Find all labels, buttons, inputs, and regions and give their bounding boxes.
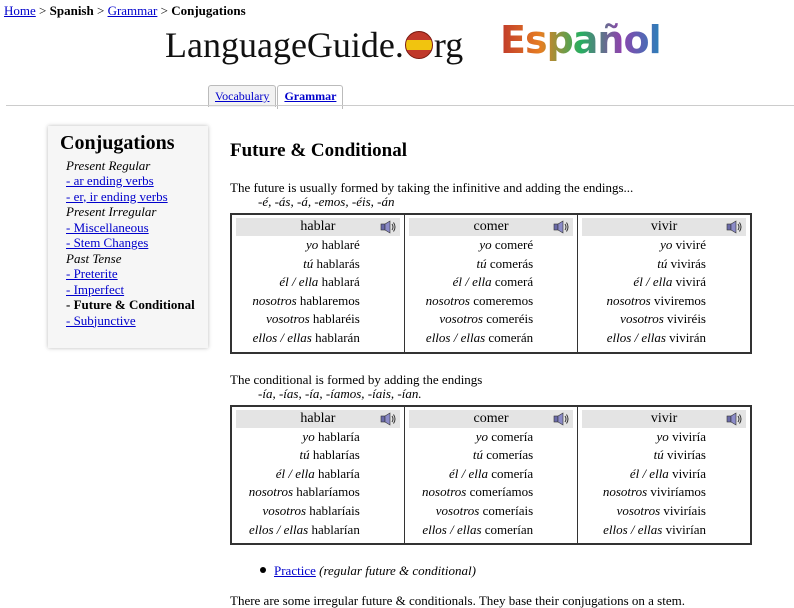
verb-form: comerán (488, 329, 534, 345)
verb-header (236, 218, 400, 236)
pronoun: él / ella (452, 274, 492, 290)
conjugation-row (409, 310, 573, 329)
sidebar-link[interactable]: - Subjunctive (66, 312, 136, 328)
verb-form: viviríamos (650, 484, 706, 500)
verb-header (582, 218, 746, 236)
pronoun: yo (660, 237, 673, 252)
pronoun: vosotros (435, 502, 480, 518)
conjugation-row (582, 502, 746, 521)
conjugation-row (582, 483, 746, 502)
pronoun: ellos / ellas (252, 329, 312, 345)
verb-form: vivirán (669, 329, 706, 345)
conjugation-row (236, 329, 400, 348)
sidebar-link[interactable]: - Miscellaneous (66, 219, 149, 235)
conjugation-row (582, 236, 746, 255)
pronoun: vosotros (266, 311, 310, 327)
conjugation-row (236, 428, 400, 447)
sidebar-item (60, 220, 196, 236)
verb-form: comerá (494, 274, 534, 290)
sidebar-link[interactable]: - er, ir ending verbs (66, 188, 168, 204)
pronoun: él / ella (629, 465, 669, 481)
page-title: Future & Conditional (230, 140, 408, 161)
verb-column (578, 214, 751, 353)
verb-form: hablaré (321, 237, 360, 252)
sidebar-title: Conjugations (60, 132, 175, 154)
verb-column (578, 406, 751, 545)
conjugation-row (409, 502, 573, 521)
verb-form: comerías (486, 447, 534, 463)
verb-infinitive: vivir (650, 410, 678, 426)
verb-infinitive: vivir (650, 219, 678, 234)
practice-note: (regular future & conditional) (319, 563, 476, 579)
verb-column (231, 406, 404, 545)
conjugation-row (409, 292, 573, 311)
verb-form: comeré (494, 237, 534, 252)
pronoun: yo (479, 237, 492, 252)
pronoun: él / ella (633, 274, 673, 290)
pronoun: ellos / ellas (606, 329, 666, 345)
sidebar-section-heading: Present Irregular (66, 204, 157, 219)
pronoun: tú (653, 447, 664, 463)
verb-form: comerían (484, 521, 534, 537)
breadcrumb (4, 3, 246, 19)
sidebar-link[interactable]: - Preterite (66, 266, 118, 281)
conjugation-row (409, 446, 573, 465)
sidebar-item (60, 313, 196, 329)
conjugation-row (582, 292, 746, 311)
bullet-icon (260, 567, 266, 573)
conjugation-row (582, 446, 746, 465)
breadcrumb-separator: > (39, 3, 47, 18)
breadcrumb-current: Conjugations (171, 3, 246, 18)
conjugation-row (409, 236, 573, 255)
pronoun: ellos / ellas (422, 521, 482, 537)
verb-form: viviremos (654, 292, 706, 308)
irregular-note: There are some irregular future & conditionals. They base their conjugations on a stem. (230, 593, 685, 608)
logo-text-suffix: rg (433, 25, 464, 65)
verb-form: hablarás (316, 255, 360, 271)
conjugation-row (236, 236, 400, 255)
pronoun: vosotros (616, 502, 661, 518)
verb-infinitive: hablar (300, 410, 336, 426)
sidebar-menu (60, 158, 196, 329)
sidebar-item (60, 282, 196, 298)
future-table (230, 213, 752, 354)
conjugation-row (409, 483, 573, 502)
verb-form: hablaríais (309, 502, 360, 518)
breadcrumb-grammar-link[interactable]: Grammar (107, 3, 158, 18)
conjugation-row (409, 255, 573, 274)
verb-form: viviré (675, 237, 706, 252)
practice-link[interactable]: Practice (274, 563, 316, 579)
pronoun: vosotros (262, 502, 307, 518)
pronoun: nosotros (606, 292, 651, 308)
verb-header (236, 410, 400, 428)
conjugation-row (409, 521, 573, 540)
sidebar-item (60, 173, 196, 189)
verb-form: hablaríamos (296, 484, 360, 500)
verb-form: hablaremos (299, 292, 360, 308)
verb-form: vivirían (665, 521, 706, 537)
pronoun: nosotros (252, 292, 297, 308)
pronoun: ellos / ellas (603, 521, 663, 537)
sidebar-section-heading: Past Tense (66, 250, 122, 266)
pronoun: yo (656, 428, 669, 444)
header-divider (6, 105, 794, 106)
verb-column (404, 406, 577, 545)
verb-form: comeréis (486, 311, 534, 327)
verb-form: vivirá (675, 274, 706, 290)
practice-item (260, 563, 760, 579)
pronoun: yo (475, 428, 489, 444)
verb-form: hablará (321, 274, 360, 290)
verb-form: viviréis (667, 311, 706, 327)
future-intro: The future is usually formed by taking the infinitive and adding the endings... (230, 180, 634, 195)
sidebar (48, 126, 208, 348)
verb-form: hablaría (317, 465, 360, 481)
verb-infinitive: hablar (300, 219, 336, 234)
pronoun: tú (299, 447, 310, 463)
conjugation-row (236, 502, 400, 521)
future-endings: -é, -ás, -á, -emos, -éis, -án (258, 194, 395, 209)
verb-form: comeremos (473, 292, 534, 308)
conditional-table (230, 405, 752, 546)
sidebar-item-current: - Future & Conditional (66, 297, 195, 312)
pronoun: tú (472, 447, 483, 463)
verb-form: comeríais (482, 502, 534, 518)
conditional-intro: The conditional is formed by adding the endings (230, 371, 483, 387)
pronoun: yo (302, 428, 315, 444)
verb-column (231, 214, 404, 353)
conjugation-row (236, 255, 400, 274)
conjugation-row (236, 521, 400, 540)
verb-column (404, 214, 577, 353)
pronoun: nosotros (422, 484, 467, 500)
sidebar-item (60, 235, 196, 251)
verb-header (409, 410, 573, 428)
pronoun: tú (476, 255, 487, 271)
verb-form: hablarían (311, 521, 360, 537)
speaker-icon[interactable] (553, 220, 569, 234)
espanol-banner: Español (500, 18, 661, 62)
breadcrumb-home-link[interactable]: Home (4, 3, 36, 18)
conjugation-row (236, 273, 400, 292)
speaker-icon[interactable] (380, 220, 396, 234)
verb-header (582, 410, 746, 428)
pronoun: ellos / ellas (425, 329, 486, 345)
verb-form: hablarán (315, 329, 360, 345)
speaker-icon[interactable] (726, 412, 742, 426)
verb-form: vivirías (667, 447, 706, 463)
verb-infinitive: comer (473, 219, 509, 234)
sidebar-link[interactable]: - Stem Changes (66, 235, 149, 250)
verb-form: viviríais (663, 502, 706, 518)
conjugation-row (236, 310, 400, 329)
conjugation-row (409, 428, 573, 447)
verb-form: comería (491, 465, 534, 481)
pronoun: nosotros (602, 484, 648, 500)
speaker-icon[interactable] (380, 412, 396, 426)
pronoun: yo (306, 237, 319, 252)
sidebar-item (60, 189, 196, 205)
site-logo[interactable] (165, 24, 463, 66)
flag-ball-icon (405, 31, 433, 59)
pronoun: él / ella (275, 465, 315, 481)
verb-form: hablarías (312, 447, 360, 463)
verb-form: vivirás (670, 255, 706, 271)
pronoun: nosotros (425, 292, 470, 308)
conjugation-row (409, 329, 573, 348)
conjugation-row (582, 521, 746, 540)
sidebar-link[interactable]: - ar ending verbs (66, 173, 154, 188)
pronoun: tú (657, 255, 668, 271)
conjugation-row (236, 483, 400, 502)
verb-form: hablaréis (312, 311, 360, 327)
pronoun: nosotros (248, 484, 294, 500)
speaker-icon[interactable] (553, 412, 569, 426)
verb-form: comerás (489, 255, 534, 271)
conjugation-row (236, 292, 400, 311)
verb-form: hablaría (317, 428, 360, 444)
verb-form: comería (491, 428, 534, 444)
pronoun: él / ella (449, 465, 489, 481)
conjugation-row (409, 465, 573, 484)
verb-header (409, 218, 573, 236)
tab-grammar[interactable]: Grammar (277, 85, 343, 109)
pronoun: tú (303, 255, 314, 271)
verb-form: comeríamos (469, 484, 534, 500)
conjugation-row (582, 465, 746, 484)
conjugation-row (582, 255, 746, 274)
conjugation-row (582, 428, 746, 447)
breadcrumb-separator: > (96, 3, 105, 18)
conditional-endings: -ía, -ías, -ía, -íamos, -íais, -ían. (258, 385, 422, 401)
verb-form: viviría (672, 428, 706, 444)
pronoun: ellos / ellas (248, 521, 309, 537)
verb-form: viviría (672, 465, 706, 481)
logo-text: LanguageGuide. (165, 25, 404, 65)
conjugation-row (236, 465, 400, 484)
pronoun: vosotros (620, 311, 664, 327)
sidebar-item (60, 266, 196, 282)
speaker-icon[interactable] (726, 220, 742, 234)
conjugation-row (409, 273, 573, 292)
sidebar-section-heading: Present Regular (66, 157, 151, 173)
pronoun: él / ella (279, 274, 319, 290)
tab-vocabulary[interactable]: Vocabulary (208, 85, 276, 107)
conjugation-row (236, 446, 400, 465)
breadcrumb-spanish: Spanish (49, 3, 94, 18)
conjugation-row (582, 329, 746, 348)
breadcrumb-separator: > (160, 3, 168, 18)
sidebar-link[interactable]: - Imperfect (66, 281, 125, 297)
main-content (230, 140, 760, 608)
verb-infinitive: comer (473, 410, 509, 426)
pronoun: vosotros (439, 311, 483, 327)
conjugation-row (582, 273, 746, 292)
conjugation-row (582, 310, 746, 329)
